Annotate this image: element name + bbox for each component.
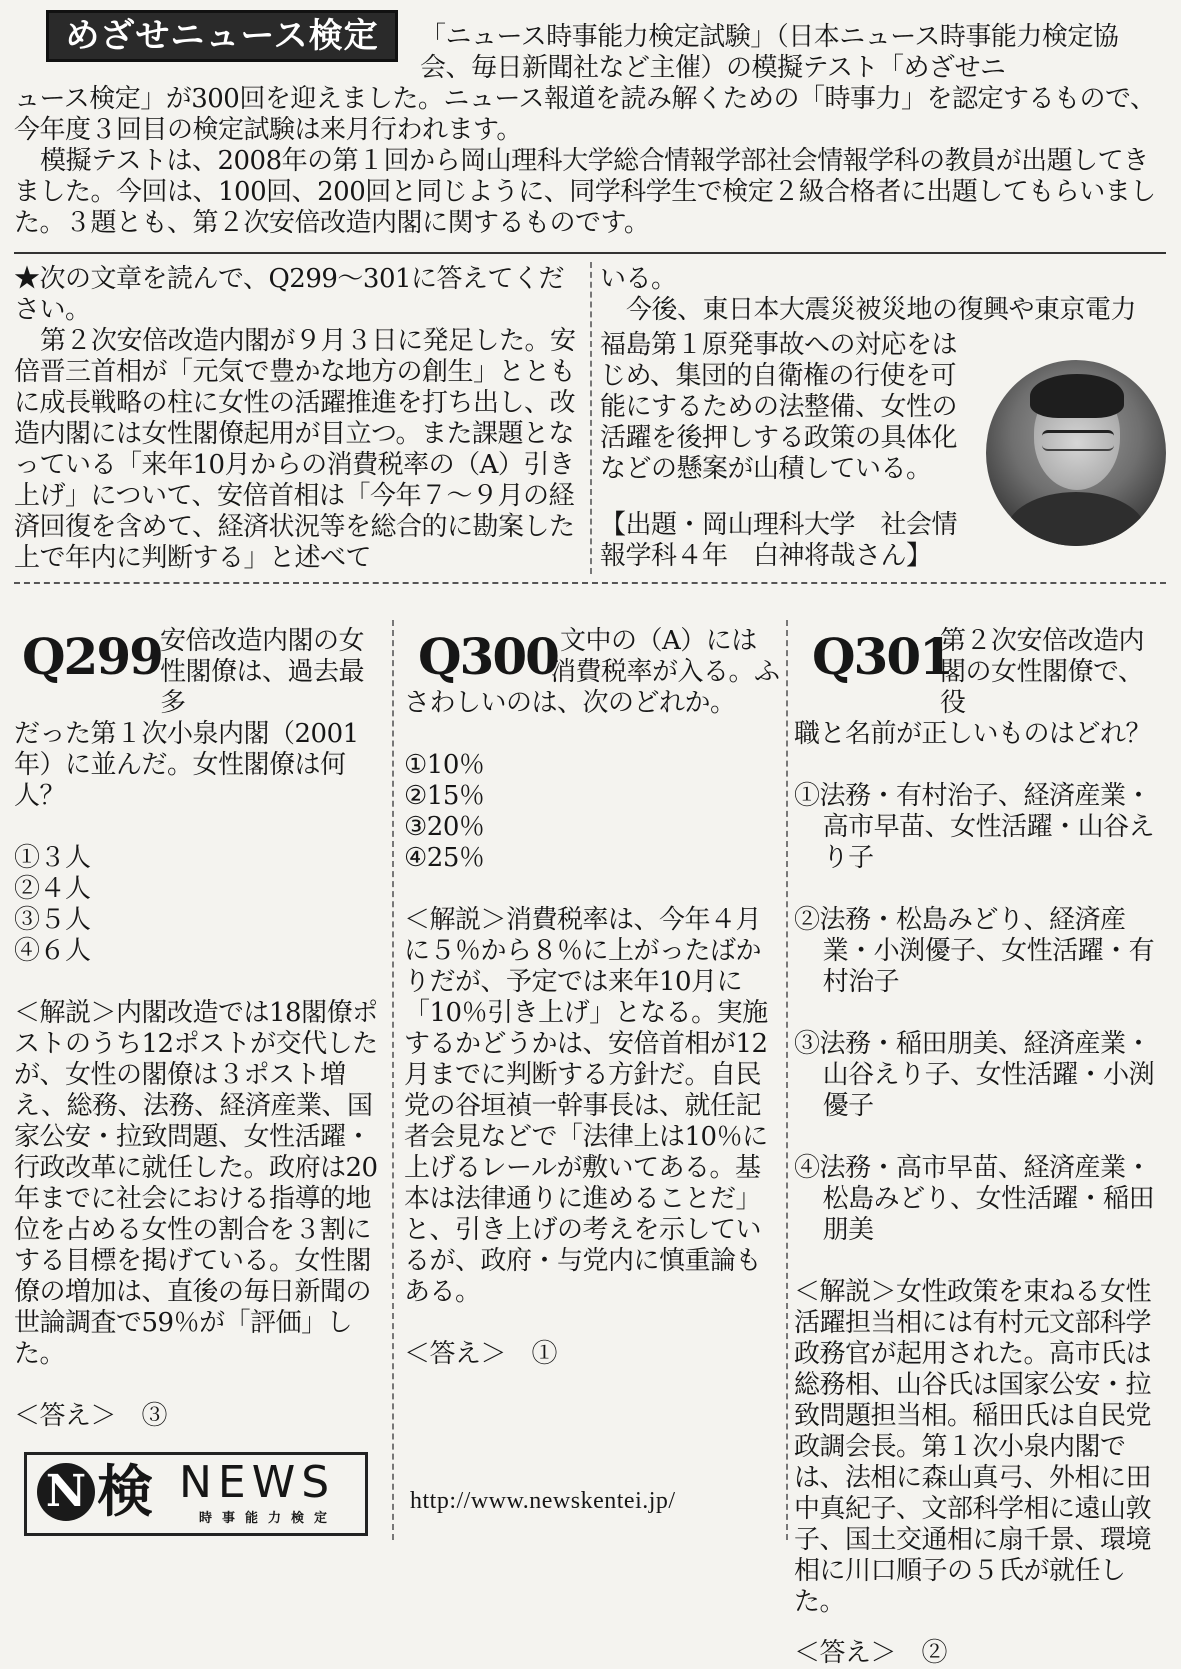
column-separator [786,620,788,1540]
logo-ken: 検 [97,1459,153,1525]
passage-paragraph-2-line1: 今後、東日本大震災被災地の復興や東京電力 [626,295,1137,325]
website-url[interactable]: http://www.newskentei.jp/ [410,1488,676,1514]
explanation: ＜解説＞消費税率は、今年４月に５％から８％に上がったばかりだが、予定では来年10月に「10％引き上げ」となる。実施するかどうかは、安倍首相が12月までに判断する方針だ。自民党の谷垣禎一幹事長は、就任記者会見などで「法律上は10％に上げるレールが敷いてある。基本は法律通りに進めることだ」と、引き上げの考えを示しているが、政府・与党内に慎重論もある。 [404,905,768,1307]
passage-continuation: いる。 [600,264,677,294]
answer: ＜答え＞ ③ [14,1401,168,1431]
question-text: さわしいのは、次のどれか。 [404,688,736,718]
option: ④法務・高市早苗、経済産業・松島みどり、女性活躍・稲田朋美 [794,1153,1155,1245]
question-number: Q300 [418,627,558,686]
option: ①法務・有村治子、経済産業・高市早苗、女性活躍・山谷えり子 [794,781,1155,873]
passage-paragraph-1: 第２次安倍改造内閣が９月３日に発足した。安倍晋三首相が「元気で豊かな地方の創生」とともに成長戦略の柱に女性の活躍推進を打ち出し、改造内閣には女性閣僚起用が目立つ。また課題となっている「来年10月からの消費税率の（A）引き上げ」について、安倍首相は「今年７～９月の経済回復を含めて、経済状況等を総合的に勘案した上で年内に判断する」と述べて [14,326,576,573]
author-credit: 【出題・岡山理科大学 社会情報学科４年 白神将哉さん】 [600,510,958,571]
question-number: Q301 [812,627,952,686]
option: ④25％ [404,843,485,873]
logo-news: NEWS [179,1457,336,1508]
column-separator [590,262,592,574]
question-text: 第２次安倍改造内 [940,626,1145,656]
question-text: だった第１次小泉内閣（2001年）に並んだ。女性閣僚は何人？ [14,719,359,811]
intro-paragraph-2: 模擬テストは、2008年の第１回から岡山理科大学総合情報学部社会情報学科の教員が出題してきました。今回は、100回、200回と同じように、同学科学生で検定２級合格者に出題してもらいました。３題とも、第２次安倍改造内閣に関するものです。 [14,146,1156,238]
passage-right-body [600,330,980,485]
option: ④６人 [14,936,91,966]
column-separator [392,620,394,1540]
explanation: ＜解説＞女性政策を束ねる女性活躍担当相には有村元文部科学政務官が起用された。高市氏は総務相、山谷氏は国家公安・拉致問題担当相。稲田氏は自民党政調会長。第１次小泉内閣では、法相に森山真弓、外相に田中真紀子、文部科学相に遠山敦子、国土交通相に扇千景、環境相に川口順子の５氏が就任した。 [794,1277,1152,1617]
option: ①10％ [404,750,485,780]
question-text: 消費税率が入る。ふ [550,657,780,687]
question-text: 安倍改造内閣の女 [160,626,365,656]
logo-n-emblem: N [37,1463,95,1521]
logo-subtitle: 時事能力検定 [199,1511,338,1526]
passage-lead: ★次の文章を読んで、Q299～301に答えてください。 [14,264,565,325]
passage-left [14,264,584,574]
question-300 [404,626,780,1370]
intro-paragraph-1: ュース検定」が300回を迎えました。ニュース報道を読み解くための「時事力」を認定するもので、今年度３回目の検定試験は来月行われます。 [14,84,1156,145]
question-number: Q299 [22,627,162,686]
intro-body [14,84,1164,239]
option: ③５人 [14,905,91,935]
question-text: 閣の女性閣僚で、役 [940,657,1144,718]
question-text: 職と名前が正しいものはどれ？ [794,719,1152,749]
option: ②15％ [404,781,485,811]
author-photo [986,360,1166,546]
divider-dotted [14,582,1166,584]
option: ③法務・稲田朋美、経済産業・山谷えり子、女性活躍・小渕優子 [794,1029,1155,1121]
question-299 [14,626,386,1432]
passage-paragraph-2-rest: 福島第１原発事故への対応をはじめ、集団的自衛権の行使を可能にするための法整備、女性の活躍を後押しする政策の具体化などの懸案が山積している。 [600,330,958,484]
answer: ＜答え＞ ② [794,1638,948,1668]
news-kentei-logo [24,1452,368,1536]
option: ③20％ [404,812,485,842]
question-text: 文中の（A）には [560,626,757,656]
answer: ＜答え＞ ① [404,1339,558,1369]
divider-solid [14,252,1166,254]
option: ②法務・松島みどり、経済産業・小渕優子、女性活躍・有村治子 [794,905,1155,997]
question-text: 性閣僚は、過去最多 [160,657,365,718]
question-301 [794,626,1168,1669]
page-title: めざせニュース検定 [46,10,398,62]
intro-first-line: 「ニュース時事能力検定試験」（日本ニュース時事能力検定協会、毎日新聞社など主催）の模擬テスト「めざせニ [420,22,1119,83]
option: ②４人 [14,874,91,904]
passage-right-top [600,264,1166,326]
option: ①３人 [14,843,91,873]
explanation: ＜解説＞内閣改造では18閣僚ポストのうち12ポストが交代したが、女性の閣僚は３ポスト増え、総務、法務、経済産業、国家公安・拉致問題、女性活躍・行政改革に就任した。政府は20年までに社会における指導的地位を占める女性の割合を３割にする目標を掲げている。女性閣僚の増加は、直後の毎日新聞の世論調査で59％が「評価」した。 [14,998,378,1369]
